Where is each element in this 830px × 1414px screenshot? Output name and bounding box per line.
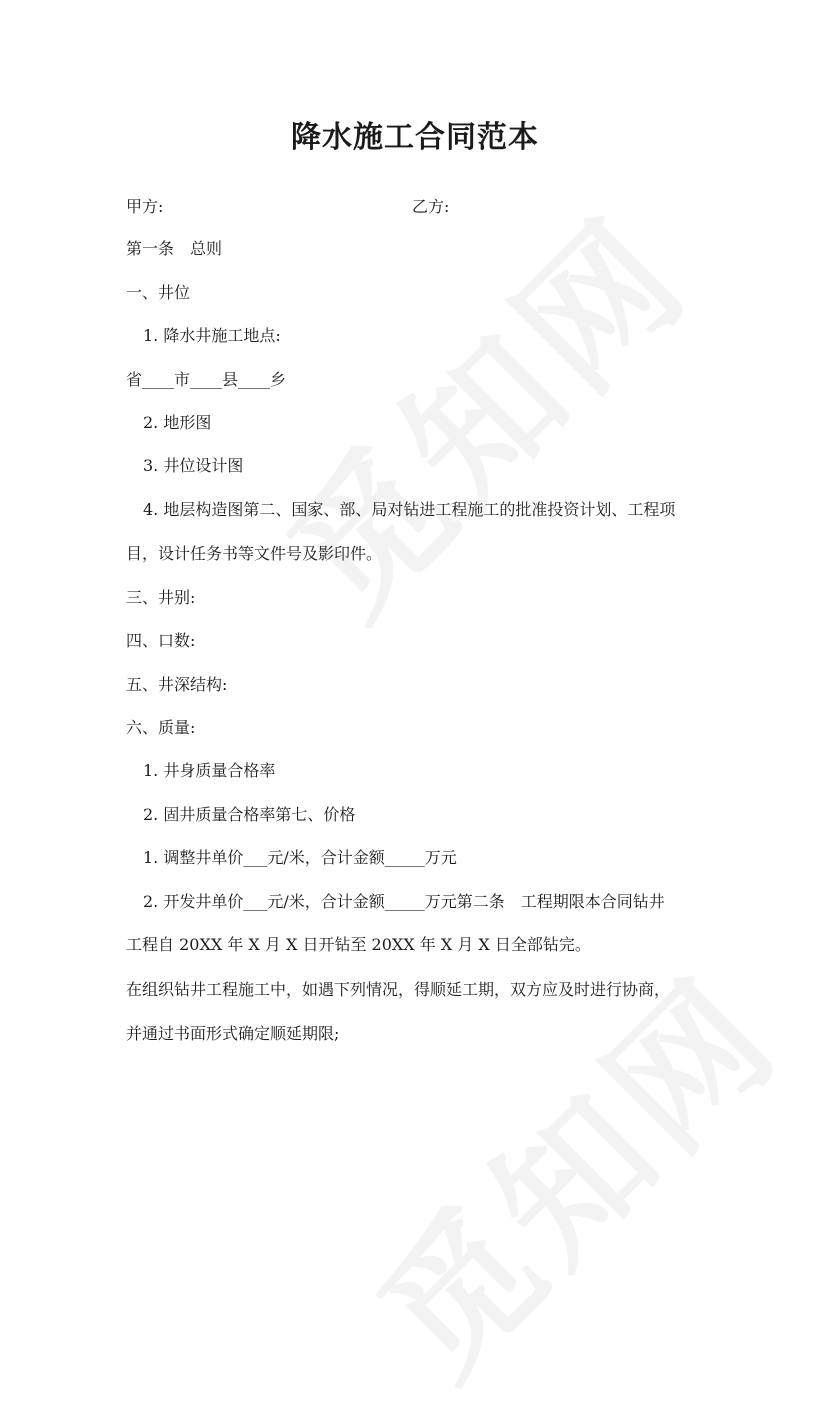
article-heading: 第一条 总则 bbox=[126, 239, 223, 258]
list-item: 2. 开发井单价___元/米，合计金额_____万元第二条 工程期限本合同钻井 bbox=[143, 892, 665, 911]
list-item: 3. 井位设计图 bbox=[143, 456, 244, 475]
paragraph-line: 在组织钻井工程施工中，如遇下列情况，得顺延工期，双方应及时进行协商， bbox=[126, 980, 671, 999]
list-item: 2. 固井质量合格率第七、价格 bbox=[143, 805, 356, 824]
section-heading: 五、井深结构: bbox=[126, 675, 228, 694]
paragraph-line: 省____市____县____乡 bbox=[126, 370, 287, 389]
section-heading: 一、井位 bbox=[126, 283, 191, 302]
section-heading: 三、井别: bbox=[126, 588, 196, 607]
paragraph-line: 目，设计任务书等文件号及影印件。 bbox=[126, 544, 383, 563]
party-b-label: 乙方: bbox=[412, 197, 450, 216]
list-item: 4. 地层构造图第二、国家、部、局对钻进工程施工的批准投资计划、工程项 bbox=[143, 500, 676, 519]
party-a-label: 甲方: bbox=[126, 197, 164, 216]
paragraph-line: 工程自 20XX 年 X 月 X 日开钻至 20XX 年 X 月 X 日全部钻完。 bbox=[126, 935, 591, 954]
list-item: 1. 降水井施工地点: bbox=[143, 326, 281, 345]
watermark bbox=[234, 162, 726, 654]
document-title: 降水施工合同范本 bbox=[291, 120, 539, 155]
paragraph-line: 并通过书面形式确定顺延期限; bbox=[126, 1024, 340, 1043]
list-item: 2. 地形图 bbox=[143, 413, 212, 432]
section-heading: 四、口数: bbox=[126, 631, 196, 650]
list-item: 1. 井身质量合格率 bbox=[143, 761, 276, 780]
section-heading: 六、质量: bbox=[126, 718, 196, 737]
list-item: 1. 调整井单价___元/米，合计金额_____万元 bbox=[143, 848, 457, 867]
